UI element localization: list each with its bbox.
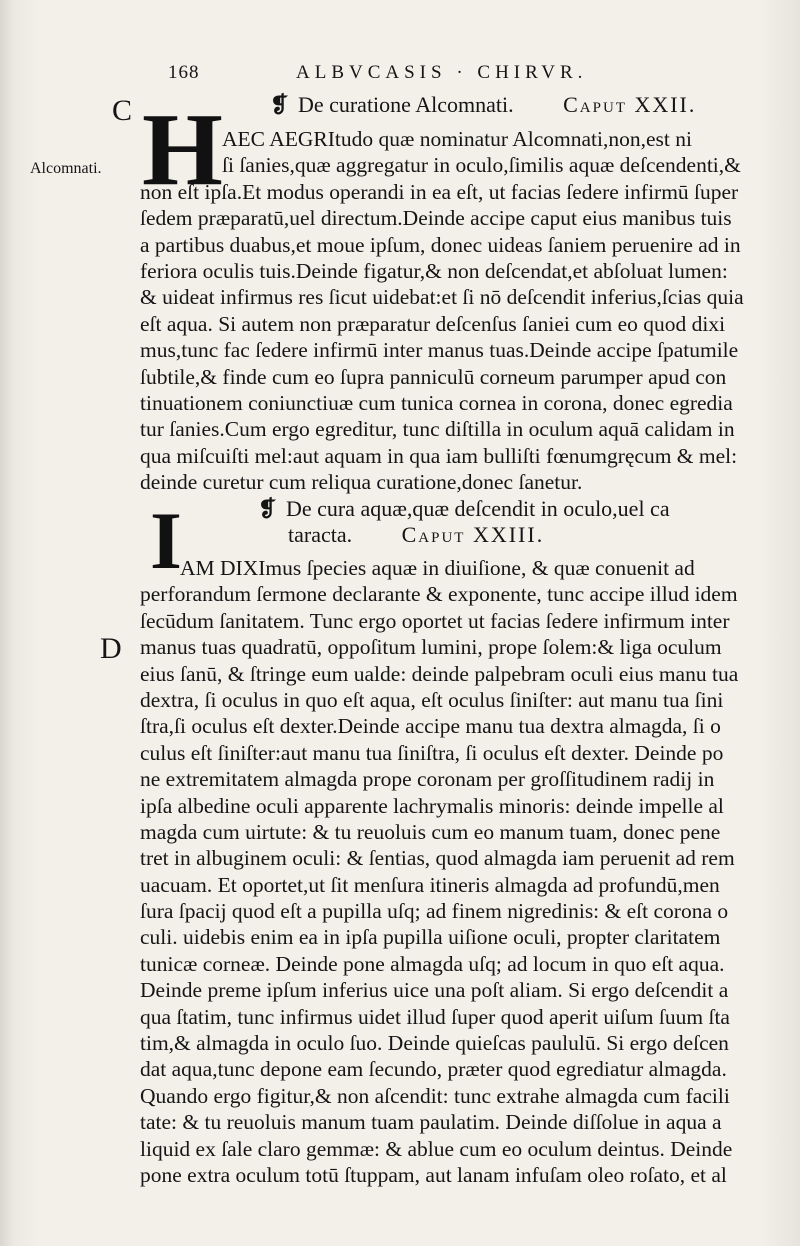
text-line: tur ſanies.Cum ergo egreditur, tunc diſtilla in oculum aquā calidam in xyxy=(140,417,735,442)
text-line: ne extremitatem almagda prope coronam per groſſitudinem radij in xyxy=(140,767,715,792)
text-line: Deinde preme ipſum inferius uice una poſt aliam. Si ergo deſcendit a xyxy=(140,978,729,1003)
text-line: Quando ergo figitur,& non aſcendit: tunc extrahe almagda cum facili xyxy=(140,1083,730,1108)
text-line: ſedem præparatū,uel directum.Deinde accipe caput eius manibus tuis xyxy=(140,206,732,231)
text-line: feriora oculis tuis.Deinde figatur,& non deſcendat,et abſoluat lumen: xyxy=(140,258,728,283)
text-line: manus tuas quadratū, oppoſitum lumini, prope ſolem:& liga oculum xyxy=(140,635,722,660)
text-line: deinde curetur cum reliqua curatione,donec ſanetur. xyxy=(140,470,583,495)
text-line: culus eſt ſiniſter:aut manu tua ſiniſtra, ſi oculus eſt dexter. Deinde po xyxy=(140,740,724,765)
text-line: ſubtile,& finde cum eo ſupra panniculū corneum parumper apud con xyxy=(140,364,727,389)
chapter-23-title-line-2: taracta. xyxy=(288,522,353,547)
text-line: a partibus duabus,et moue ipſum, donec uideas ſaniem peruenire ad in xyxy=(140,232,741,257)
text-line: AEC AEGRItudo quæ nominatur Alcomnati,non,est ni xyxy=(222,127,692,151)
text-line: magda cum uirtute: & tu reuoluis cum eo manum tuam, donec pene xyxy=(140,819,721,844)
text-line: perforandum ſermone declarante & exponente, tunc accipe illud idem xyxy=(140,582,738,607)
chapter-23-heading-line-2 xyxy=(288,522,544,548)
text-line: ſtra,ſi oculus eſt dexter.Deinde accipe manu tua dextra almagda, ſi o xyxy=(140,714,721,739)
margin-letter-c: C xyxy=(112,94,133,127)
text-line: qua ſtatim, tunc infirmus uidet illud ſuper quod aperit uiſum ſuum ſta xyxy=(140,1004,730,1029)
initial-h: H xyxy=(142,92,223,207)
text-line: non eſt ipſa.Et modus operandi in ea eſt, ut facias ſedere infirmū ſuper xyxy=(140,179,739,204)
text-line: ſi ſanies,quæ aggregatur in oculo,ſimilis aquæ deſcendenti,& xyxy=(222,153,741,178)
pilcrow-mark: ❡ xyxy=(270,92,289,117)
text-line: dat aqua,tunc depone eam ſecundo, præter quod egrediatur almagda. xyxy=(140,1057,727,1082)
chapter-22-text xyxy=(140,126,790,495)
text-line: AM DIXImus ſpecies aquæ in diuiſione, & quæ conuenit ad xyxy=(180,556,695,580)
text-line: eius ſanū, & ſtringe eum ualde: deinde palpebram oculi eius manu tua xyxy=(140,661,739,686)
text-line: pone extra oculum totū ſtuppam, aut lanam infuſam oleo roſato, et al xyxy=(140,1162,727,1187)
chapter-23-number: Caput XXIII. xyxy=(401,522,545,547)
text-line: tate: & tu reuoluis manum tuam paulatim. Deinde diſſolue in aqua a xyxy=(140,1110,722,1135)
text-line: ſecūdum ſanitatem. Tunc ergo oportet ut facias ſedere infirmum inter xyxy=(140,608,730,633)
text-line: ſura ſpacij quod eſt a pupilla uſq; ad finem nigredinis: & eſt corona o xyxy=(140,899,729,924)
text-line: dextra, ſi oculus in quo eſt aqua, eſt oculus ſiniſter: aut manu tua ſini xyxy=(140,687,724,712)
text-line: tret in albuginem oculi: & ſentias, quod almagda iam peruenit ad rem xyxy=(140,846,735,871)
chapter-23-title-line-1: De cura aquæ,quæ deſcendit in oculo,uel ca xyxy=(285,496,670,521)
text-line: culi. uidebis enim ea in ipſa pupilla uiſione oculi, propter claritatem xyxy=(140,925,721,950)
text-line: qua miſcuiſti mel:aut aquam in qua iam bulliſti fœnumgręcum & mel: xyxy=(140,443,738,468)
chapter-22-number: Caput XXII. xyxy=(563,92,697,117)
text-line: tinuationem coniunctiuæ cum tunica cornea in corona, donec egredia xyxy=(140,390,733,415)
margin-letter-d: D xyxy=(100,632,122,665)
chapter-22-heading xyxy=(270,92,696,118)
text-line: uacuam. Et oportet,ut ſit menſura itineris almagda ad profundū,men xyxy=(140,872,720,897)
margin-note-alcomnati: Alcomnati. xyxy=(30,160,102,177)
running-title: ALBVCASIS · CHIRVR. xyxy=(296,62,588,83)
chapter-22-title: De curatione Alcomnati. xyxy=(297,92,514,117)
chapter-23-text xyxy=(140,555,790,1188)
pilcrow-mark: ❡ xyxy=(258,496,277,521)
text-line: mus,tunc fac ſedere infirmū inter manus tuas.Deinde accipe ſpatumile xyxy=(140,338,739,363)
initial-i: I xyxy=(150,495,182,586)
text-line: ipſa albedine oculi apparente lachrymalis minoris: deinde impelle al xyxy=(140,793,724,818)
text-line: eſt aqua. Si autem non præparatur deſcenſus ſaniei cum eo quod dixi xyxy=(140,311,726,336)
text-line: & uideat infirmus res ſicut uidebat:et ſi nō deſcendit inferius,ſcias quia xyxy=(140,285,744,310)
chapter-23-heading xyxy=(258,496,670,522)
text-line: tim,& almagda in oculo ſuo. Deinde quieſcas paululū. Si ergo deſcen xyxy=(140,1031,729,1056)
text-line: tunicæ corneæ. Deinde pone almagda uſq; ad locum in quo eſt aqua. xyxy=(140,951,725,976)
text-line: liquid ex ſale claro gemmæ: & ablue cum eo oculum deintus. Deinde xyxy=(140,1136,733,1161)
page-number: 168 xyxy=(168,62,200,83)
